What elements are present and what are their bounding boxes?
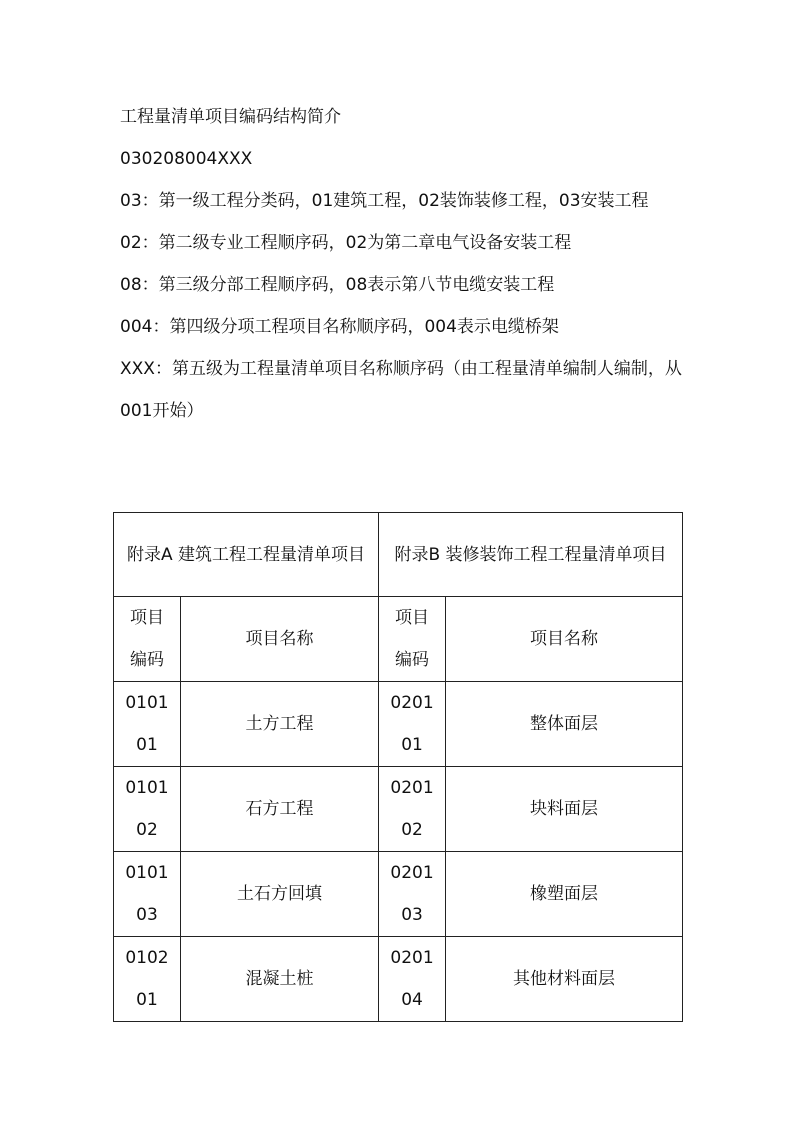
appendix-b-header: 附录B 装修装饰工程工程量清单项目	[379, 513, 683, 597]
col-name-b: 项目名称	[446, 597, 683, 682]
col-name-a: 项目名称	[181, 597, 379, 682]
b-name-cell: 整体面层	[446, 682, 683, 767]
table-row	[114, 937, 683, 1022]
table-header-row	[114, 513, 683, 597]
appendix-a-header: 附录A 建筑工程工程量清单项目	[114, 513, 379, 597]
intro-text	[120, 96, 682, 432]
level-1-desc: 03：第一级工程分类码，01建筑工程，02装饰装修工程，03安装工程	[120, 191, 649, 211]
table-row	[114, 852, 683, 937]
a-name-cell: 土石方回填	[181, 852, 379, 937]
level-5-desc: XXX：第五级为工程量清单项目名称顺序码（由工程量清单编制人编制，从001开始）	[120, 359, 682, 421]
code-example: 030208004XXX	[120, 149, 253, 169]
doc-title: 工程量清单项目编码结构简介	[120, 107, 341, 127]
a-name-cell: 土方工程	[181, 682, 379, 767]
a-name-cell: 混凝土桩	[181, 937, 379, 1022]
col-code-a: 项目编码	[114, 597, 181, 682]
a-code-cell: 010102	[114, 767, 181, 852]
appendix-table	[113, 512, 683, 1022]
table-row	[114, 767, 683, 852]
level-3-desc: 08：第三级分部工程顺序码，08表示第八节电缆安装工程	[120, 275, 555, 295]
b-name-cell: 块料面层	[446, 767, 683, 852]
a-name-cell: 石方工程	[181, 767, 379, 852]
a-code-cell: 010103	[114, 852, 181, 937]
column-header-row	[114, 597, 683, 682]
b-code-cell: 020102	[379, 767, 446, 852]
b-code-cell: 020103	[379, 852, 446, 937]
b-code-cell: 020101	[379, 682, 446, 767]
b-name-cell: 其他材料面层	[446, 937, 683, 1022]
table-row	[114, 682, 683, 767]
level-4-desc: 004：第四级分项工程项目名称顺序码，004表示电缆桥架	[120, 317, 559, 337]
b-code-cell: 020104	[379, 937, 446, 1022]
b-name-cell: 橡塑面层	[446, 852, 683, 937]
a-code-cell: 010101	[114, 682, 181, 767]
col-code-b: 项目编码	[379, 597, 446, 682]
a-code-cell: 010201	[114, 937, 181, 1022]
level-2-desc: 02：第二级专业工程顺序码，02为第二章电气设备安装工程	[120, 233, 572, 253]
